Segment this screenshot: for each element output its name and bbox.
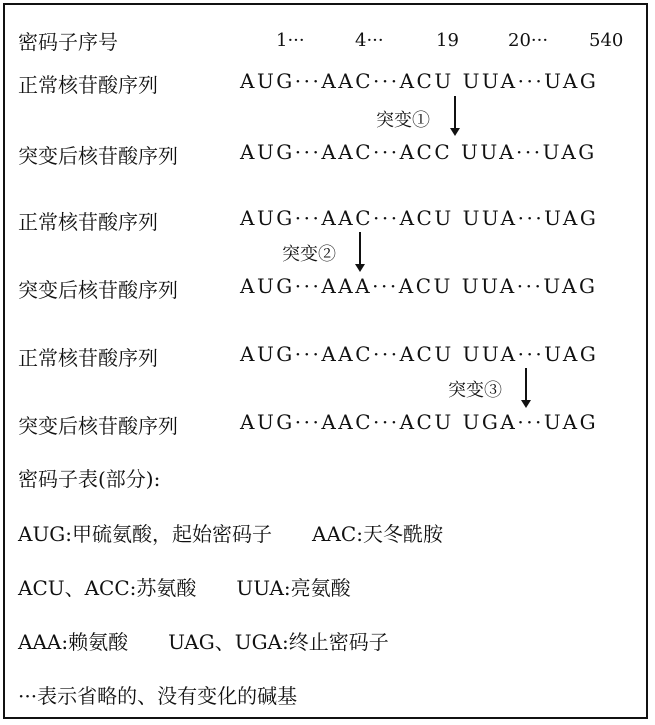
- codon-table-line: AAA:赖氨酸 UAG、UGA:终止密码子: [18, 630, 389, 654]
- normal-sequence: AUG···AAC···ACU UUA···UAG: [240, 206, 599, 230]
- codon-position-4: 4···: [355, 30, 384, 51]
- codon-position-540: 540: [589, 30, 624, 51]
- codon-position-19: 19: [436, 30, 459, 51]
- codon-position-1: 1···: [276, 30, 305, 51]
- mutant-sequence-label: 突变后核苷酸序列: [18, 414, 178, 438]
- codon-table-line: AUG:甲硫氨酸，起始密码子 AAC:天冬酰胺: [18, 522, 443, 546]
- codon-number-label: 密码子序号: [18, 30, 118, 54]
- codon-table-line: ACU、ACC:苏氨酸 UUA:亮氨酸: [18, 576, 351, 600]
- normal-sequence: AUG···AAC···ACU UUA···UAG: [240, 69, 599, 93]
- normal-sequence-label: 正常核苷酸序列: [18, 73, 158, 97]
- mutant-sequence: AUG···AAC···ACC UUA···UAG: [240, 140, 597, 164]
- normal-sequence-label: 正常核苷酸序列: [18, 346, 158, 370]
- mutation-3-arrow: [525, 368, 527, 402]
- mutation-2-arrow: [359, 232, 361, 266]
- normal-sequence: AUG···AAC···ACU UUA···UAG: [240, 342, 599, 366]
- mutation-2-label: 突变②: [282, 244, 336, 265]
- mutation-1-label: 突变①: [376, 110, 430, 131]
- mutation-1-arrow: [454, 96, 456, 130]
- mutation-3-label: 突变③: [448, 380, 502, 401]
- codon-position-20: 20···: [508, 30, 549, 51]
- ellipsis-note: ···表示省略的、没有变化的碱基: [18, 684, 298, 708]
- normal-sequence-label: 正常核苷酸序列: [18, 210, 158, 234]
- codon-table-title: 密码子表(部分):: [18, 467, 161, 491]
- mutant-sequence-label: 突变后核苷酸序列: [18, 144, 178, 168]
- mutant-sequence: AUG···AAC···ACU UGA···UAG: [240, 410, 599, 434]
- mutant-sequence-label: 突变后核苷酸序列: [18, 278, 178, 302]
- mutant-sequence: AUG···AAA···ACU UUA···UAG: [240, 274, 598, 298]
